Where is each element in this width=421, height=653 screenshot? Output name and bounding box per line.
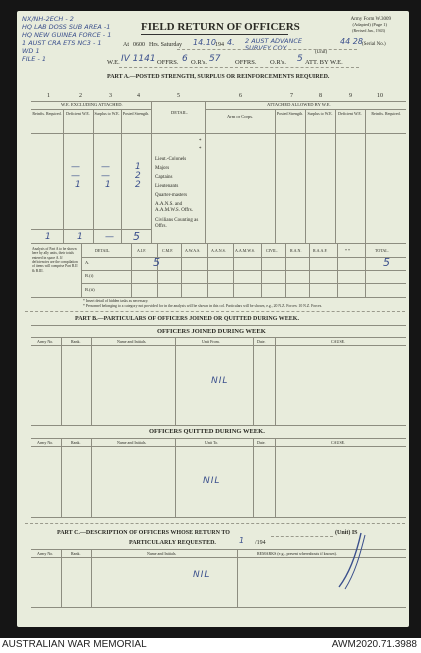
hw-cell: —: [101, 171, 110, 181]
analysis-header: R.A.N.: [290, 248, 302, 253]
offrs-label: OFFRS.: [157, 59, 179, 66]
ors-label: O.R's.: [191, 59, 207, 66]
year-label: 194: [215, 42, 224, 48]
handwritten-note: 1 AUST CRA ETS NC3 - 1: [22, 39, 102, 47]
joined-col-header: Army No.: [37, 339, 54, 344]
col-number: 8: [319, 93, 322, 99]
form-revised: (Revised Jan., 1943): [352, 28, 385, 33]
hw-cell: 2: [135, 180, 141, 190]
analysis-header: CIVIL.: [266, 248, 278, 253]
col-number: 5: [177, 93, 180, 99]
hw-analysis-total: 5: [383, 256, 390, 269]
arms-header: Arm or Corps.: [227, 114, 254, 119]
at-label: At: [123, 42, 129, 48]
col-number: 7: [290, 93, 293, 99]
hw-cell: —: [71, 162, 80, 172]
quitted-col-header: Date.: [257, 440, 266, 445]
pen-stroke: [327, 531, 367, 591]
serial-label: (Serial No.): [362, 42, 386, 47]
offrs2-label: OFFRS.: [235, 59, 257, 66]
handwritten-unit: 2 AUST ADVANCE SURVEY COY: [245, 37, 302, 53]
analysis-header: A.W.A.S.: [185, 248, 201, 253]
col-number: 9: [349, 93, 352, 99]
part-c-col-header: REMARKS (e.g., present whereabouts if known).: [257, 551, 337, 556]
hw-part-c-date: 1: [239, 536, 245, 545]
quitted-col-header: Unit To.: [205, 440, 219, 445]
analysis-header: C.M.F.: [162, 248, 174, 253]
hw-cell: 1: [75, 180, 81, 190]
we-excluding-header: W.E. EXCLUDING ATTACHED.: [61, 102, 123, 107]
analysis-header: TOTAL.: [375, 248, 389, 253]
hw-total: —: [105, 232, 114, 242]
hw-part-c-nil: NIL: [193, 570, 211, 580]
handwritten-note: WD 1: [22, 47, 40, 55]
part-b-title: PART B.—PARTICULARS OF OFFICERS JOINED OR QUITTED DURING WEEK.: [75, 316, 299, 322]
hw-cell: —: [71, 171, 80, 181]
handwritten-offrs: 6: [182, 54, 188, 64]
handwritten-serial: 44 28: [340, 37, 363, 46]
handwritten-note: HQ NEW GUINEA FORCE - 1: [22, 31, 112, 39]
hw-analysis-aif: 5: [153, 256, 160, 269]
handwritten-note: FILE - 1: [22, 55, 46, 63]
quitted-col-header: Name and Initials.: [117, 440, 147, 445]
rank-label: Quarter-masters: [155, 193, 188, 198]
form-adapted: (Adapted) (Page 1): [352, 22, 387, 27]
analysis-header: R.A.A.F.: [313, 248, 328, 253]
joined-col-header: Name and Initials.: [117, 339, 147, 344]
hw-cell: 1: [135, 162, 141, 172]
col-header: Posted Strength.: [276, 111, 304, 116]
hrs-time: 0600: [133, 42, 145, 48]
col-header: Reinfts. Required.: [32, 111, 62, 116]
part-c-col-header: Army No.: [37, 551, 54, 556]
col-number: 3: [109, 93, 112, 99]
analysis-header: A.I.F.: [137, 248, 147, 253]
analysis-header: A.A.N.S.: [211, 248, 226, 253]
footnote: * Insert detail of hidden tasks as necessary.: [83, 299, 149, 303]
we-label: W.E.: [107, 59, 120, 66]
ors2-label: O.R's.: [270, 59, 286, 66]
rank-label: Majors: [155, 166, 170, 171]
hw-cell: 1: [105, 180, 111, 190]
analysis-header: * *: [345, 248, 350, 253]
hw-total: 1: [45, 232, 51, 242]
asterisk: *: [199, 147, 202, 152]
quitted-col-header: CAUSE.: [331, 440, 346, 445]
hw-total: 1: [77, 232, 83, 242]
attached-header: ATTACHED ALLOWED BY W.E.: [267, 102, 331, 107]
archive-footer: [0, 638, 421, 653]
hw-quitted-nil: NIL: [203, 476, 221, 486]
col-header: Deficient W.E.: [338, 111, 362, 116]
joined-col-header: Rank.: [71, 339, 81, 344]
col-header: Posted Strength.: [122, 111, 150, 116]
hw-cell: —: [101, 162, 110, 172]
asterisk: *: [199, 139, 202, 144]
col-number: 10: [377, 93, 383, 99]
analysis-header: A.A.M.W.S.: [235, 248, 255, 253]
unit-label: (Unit): [315, 50, 328, 55]
part-c-year: /194: [255, 540, 266, 546]
rank-label: A.A.N.S. and A.A.M.W.S. Offrs.: [155, 202, 193, 213]
analysis-row-label: B.(ii): [85, 287, 95, 292]
detail-header: DETAIL.: [171, 110, 189, 115]
att-label: ATT. BY W.E.: [305, 59, 343, 66]
part-c-line2: PARTICULARLY REQUESTED.: [129, 540, 216, 546]
col-number: 1: [47, 93, 50, 99]
handwritten-note: NX/NH-2ECH - 2: [22, 15, 74, 23]
part-c-col-header: Name and Initials.: [147, 551, 177, 556]
joined-col-header: Unit From.: [202, 339, 220, 344]
hw-joined-nil: NIL: [211, 376, 229, 386]
part-c-unit: (Unit) IS: [335, 530, 358, 536]
hw-cell: 2: [135, 171, 141, 181]
hrs-label: Hrs. Saturday: [149, 42, 182, 48]
quitted-title: OFFICERS QUITTED DURING WEEK.: [149, 428, 265, 435]
archive-name: AUSTRALIAN WAR MEMORIAL: [2, 639, 147, 650]
hw-total: 5: [133, 230, 140, 243]
joined-title: OFFICERS JOINED DURING WEEK: [157, 328, 266, 335]
part-c-title: PART C.—DESCRIPTION OF OFFICERS WHOSE RETURN TO: [57, 530, 230, 536]
analysis-note: Analysis of Part A to be shown here by ally units, their totals entered in space A. If deficiencies are the compilation of items will comprise Part B.II & B.III.: [32, 247, 78, 273]
col-number: 2: [79, 93, 82, 99]
col-number: 4: [137, 93, 140, 99]
rank-label: Captains: [155, 175, 173, 180]
rank-label: Lieutenants: [155, 184, 179, 189]
form-number: Army Form W.3009: [350, 17, 391, 22]
analysis-row-label: A.: [85, 260, 90, 265]
rank-label: Lieut.-Colonels: [155, 157, 187, 162]
col-header: Deficient W.E.: [66, 111, 90, 116]
handwritten-date: 14.10: [193, 38, 216, 47]
handwritten-att: 5: [297, 54, 303, 64]
handwritten-we: IV 1141: [121, 54, 156, 64]
rank-label: Civilians Counting as Offrs.: [155, 218, 199, 229]
col-header: Surplus to W.E.: [94, 111, 120, 116]
handwritten-note: HQ LAB DOSS SUB AREA -1: [22, 23, 111, 31]
analysis-header: DETAIL.: [95, 248, 111, 253]
archive-id: AWM2020.71.3988: [331, 639, 417, 650]
quitted-col-header: Army No.: [37, 440, 54, 445]
col-header: Reinfts. Required.: [371, 111, 401, 116]
joined-col-header: CAUSE.: [331, 339, 346, 344]
part-a-title: PART A.—POSTED STRENGTH, SURPLUS OR REINFORCEMENTS REQUIRED.: [107, 74, 330, 80]
col-number: 6: [239, 93, 242, 99]
form-title: FIELD RETURN OF OFFICERS: [141, 21, 300, 33]
footnote: * Personnel belonging to a category not provided for in the analysis will be shown in this col. Particulars will be shown, e.g., 20 N.Z. Forces: 10 N.Z. Forces.: [83, 304, 323, 308]
analysis-row-label: B.(i): [85, 273, 94, 278]
quitted-col-header: Rank.: [71, 440, 81, 445]
part-c-col-header: Rank.: [71, 551, 81, 556]
handwritten-ors: 57: [209, 54, 221, 64]
col-header: Surplus to W.E.: [307, 111, 333, 116]
form-sheet: [17, 11, 409, 627]
handwritten-year: 4.: [227, 38, 235, 47]
joined-col-header: Date.: [257, 339, 266, 344]
